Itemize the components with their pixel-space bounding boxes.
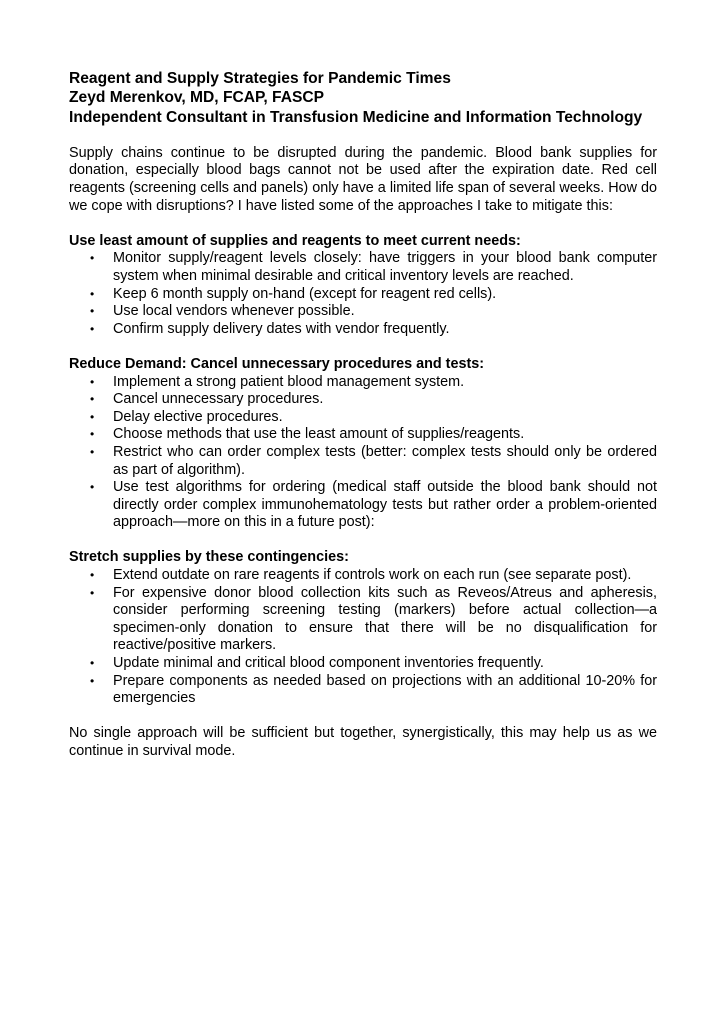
bullet-list [69,567,657,708]
affiliation-line: Independent Consultant in Transfusion Medicine and Information Technology [69,108,643,126]
list-item-text: Use test algorithms for ordering (medical staff outside the blood bank should not directly order complex immunohematology tests but rather order a problem-oriented approach—more on this in a future post): [113,479,657,531]
section-reduce-demand [69,356,657,532]
author-line: Zeyd Merenkov, MD, FCAP, FASCP [69,89,325,107]
bullet-dot-icon: • [90,251,95,266]
list-item-text: Choose methods that use the least amount of supplies/reagents. [113,426,525,443]
bullet-dot-icon: • [90,568,95,583]
intro-paragraph: Supply chains continue to be disrupted during the pandemic. Blood bank supplies for donation, especially blood bags cannot not be used after the expiration date. Red cell reagents (screening cells and panels) only have a limited life span of several weeks. How do we cope with disruptions? I have listed some of the approaches I take to mitigate this: [69,144,657,214]
list-item-text: For expensive donor blood collection kits such as Reveos/Atreus and apheresis, consider performing screening testing (markers) before actual collection—a specimen-only donation to ensure that there will be no disqualification for reactive/positive markers. [113,584,657,654]
list-item [69,479,657,532]
list-item [69,673,657,708]
list-item [69,585,657,655]
list-item [69,409,657,427]
list-item [69,426,657,444]
section-use-least [69,233,657,339]
list-item [69,567,657,585]
list-item [69,655,657,673]
bullet-dot-icon: • [90,374,95,389]
list-item-text: Prepare components as needed based on projections with an additional 10-20% for emergencies [113,672,657,707]
spacer [69,127,657,145]
list-item [69,303,657,321]
list-item-text: Update minimal and critical blood component inventories frequently. [113,655,544,672]
spacer [69,532,657,550]
document-title: Reagent and Supply Strategies for Pandemic Times [69,70,451,87]
section-heading: Use least amount of supplies and reagents to meet current needs: [69,232,521,249]
spacer [69,215,657,233]
list-item-text: Extend outdate on rare reagents if controls work on each run (see separate post). [113,567,632,584]
list-item-text: Cancel unnecessary procedures. [113,391,324,408]
bullet-dot-icon: • [90,480,95,495]
bullet-list [69,250,657,338]
document-page [69,69,657,761]
list-item [69,286,657,304]
bullet-dot-icon: • [90,585,95,600]
bullet-dot-icon: • [90,321,95,336]
section-stretch-supplies [69,549,657,707]
list-item-text: Use local vendors whenever possible. [113,303,355,320]
bullet-list [69,374,657,532]
list-item-text: Delay elective procedures. [113,408,283,425]
list-item-text: Implement a strong patient blood management system. [113,373,465,390]
list-item [69,374,657,392]
bullet-dot-icon: • [90,656,95,671]
bullet-dot-icon: • [90,427,95,442]
list-item [69,321,657,339]
list-item [69,444,657,479]
spacer [69,708,657,726]
bullet-dot-icon: • [90,304,95,319]
section-heading: Stretch supplies by these contingencies: [69,549,349,566]
list-item-text: Restrict who can order complex tests (better: complex tests should only be ordered as part of algorithm). [113,443,657,478]
bullet-dot-icon: • [90,392,95,407]
spacer [69,338,657,356]
bullet-dot-icon: • [90,673,95,688]
list-item [69,250,657,285]
bullet-dot-icon: • [90,444,95,459]
section-heading: Reduce Demand: Cancel unnecessary procedures and tests: [69,355,485,372]
bullet-dot-icon: • [90,286,95,301]
list-item-text: Keep 6 month supply on-hand (except for reagent red cells). [113,285,497,302]
bullet-dot-icon: • [90,409,95,424]
conclusion-paragraph: No single approach will be sufficient but together, synergistically, this may help us as we continue in survival mode. [69,725,657,759]
list-item-text: Monitor supply/reagent levels closely: have triggers in your blood bank computer system when minimal desirable and critical inventory levels are reached. [113,250,657,284]
list-item [69,391,657,409]
list-item-text: Confirm supply delivery dates with vendor frequently. [113,320,450,337]
